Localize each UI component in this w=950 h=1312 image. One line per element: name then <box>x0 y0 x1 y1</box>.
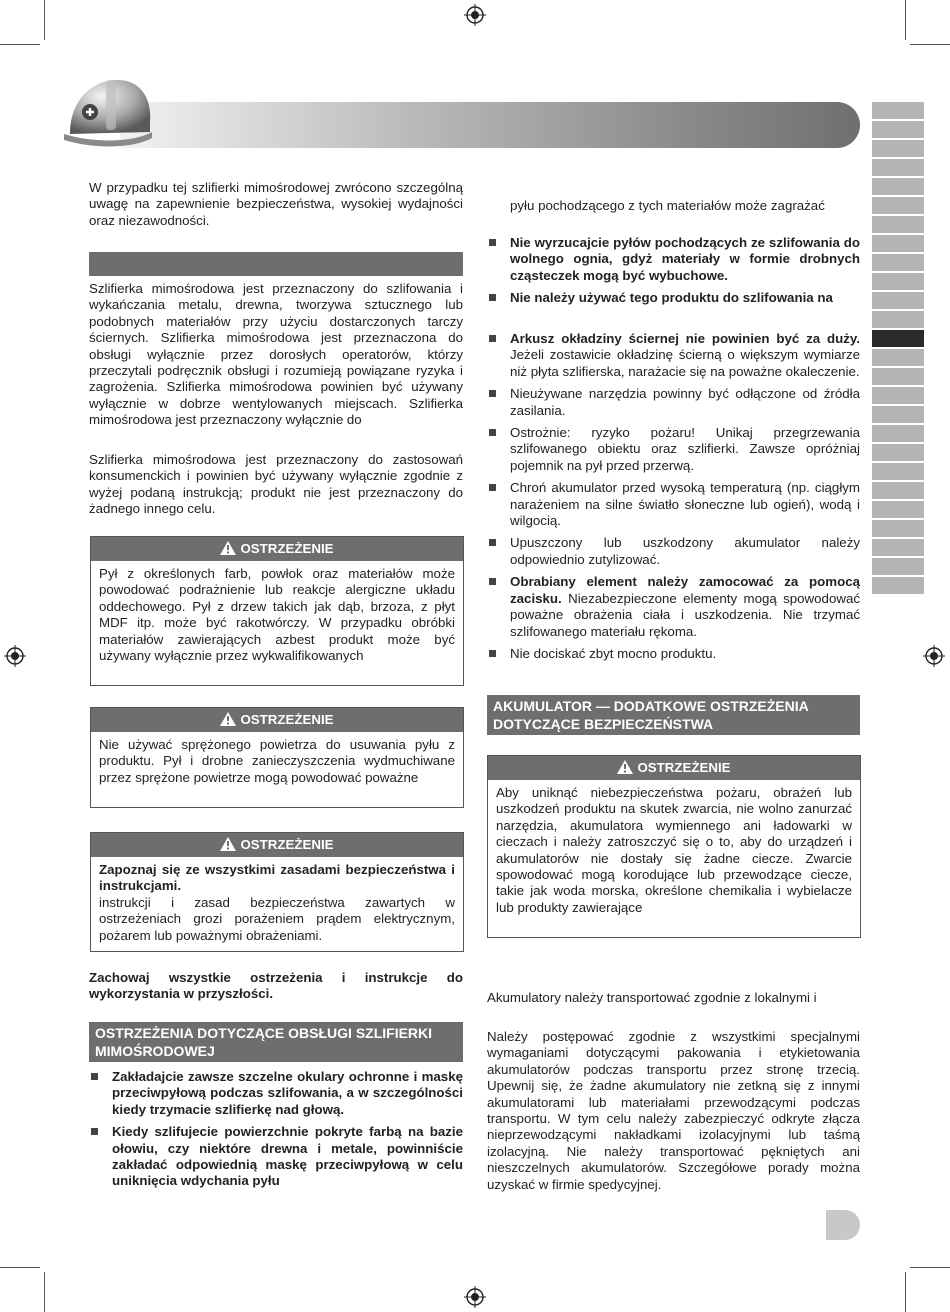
page-number-tab <box>826 1210 860 1240</box>
list-item-bold: Arkusz okładziny ściernej nie powinien być za duży. <box>510 331 860 346</box>
chapter-tab[interactable] <box>872 577 924 594</box>
warning-body: Pył z określonych farb, powłok oraz materiałów może powodować podrażnienie lub reakcje alergiczne układu oddechowego. Pył z drzew takich jak dąb, brzoza, z płyt MDF itp. może być rakotwórczy. W przypadku obróbki materiałów zawierających azbest produkt może być używany wyłącznie przez wykwalifikowanych <box>99 566 455 664</box>
list-item-bold: Nie wyrzucajcie pyłów pochodzących ze szlifowania do wolnego ognia, gdyż materiały w formie drobnych cząsteczek mogą być wybuchowe. <box>510 235 860 283</box>
chapter-tab[interactable] <box>872 539 924 556</box>
bullet-square-icon <box>489 484 496 491</box>
right-top-text <box>510 198 860 214</box>
chapter-tab[interactable] <box>872 558 924 575</box>
chapter-tab[interactable] <box>872 444 924 461</box>
chapter-tab[interactable] <box>872 273 924 290</box>
list-item <box>89 1124 463 1190</box>
consumer-paragraph <box>89 452 463 518</box>
chapter-tab[interactable] <box>872 254 924 271</box>
crop-mark <box>44 0 45 40</box>
chapter-tab[interactable] <box>872 311 924 328</box>
bullet-square-icon <box>91 1073 98 1080</box>
warning-bold-text: Zapoznaj się ze wszystkimi zasadami bezpieczeństwa i instrukcjami. <box>99 862 455 894</box>
warning-box-dust <box>90 536 464 686</box>
list-item <box>487 425 860 474</box>
warning-label: OSTRZEŻENIE <box>240 541 334 556</box>
section-header-battery <box>487 695 860 735</box>
registration-mark-icon <box>464 1286 486 1308</box>
warning-triangle-icon <box>220 837 236 851</box>
usage-paragraph <box>89 281 463 429</box>
warning-text: instrukcji i zasad bezpieczeństwa zawartych w ostrzeżeniach grozi porażeniem prądem elektrycznym, pożarem lub poważnymi obrażeniami. <box>99 894 455 943</box>
crop-mark <box>0 44 40 45</box>
chapter-tab[interactable] <box>872 349 924 366</box>
bullet-square-icon <box>489 294 496 301</box>
chapter-tab[interactable] <box>872 425 924 442</box>
chapter-tab[interactable] <box>872 178 924 195</box>
chapter-tab[interactable] <box>872 159 924 176</box>
bullet-square-icon <box>91 1128 98 1135</box>
list-item <box>487 386 860 419</box>
section-title: OSTRZEŻENIA DOTYCZĄCE OBSŁUGI SZLIFIERKI MIMOŚRODOWEJ <box>95 1025 433 1059</box>
transport-paragraph-1 <box>487 990 860 1006</box>
chapter-tab[interactable] <box>872 121 924 138</box>
list-item <box>487 574 860 640</box>
chapter-tab[interactable] <box>872 463 924 480</box>
list-item-text: Nieużywane narzędzia powinny być odłączone od źródła zasilania. <box>510 386 860 418</box>
warning-box-battery <box>487 755 861 938</box>
list-item-text: Ostrożnie: ryzyko pożaru! Unikaj przegrzewania szlifowanego obiektu oraz szlifierki. Zawsze opróżniaj pojemnik na pył przed przerwą. <box>510 425 860 473</box>
chapter-tab[interactable] <box>872 102 924 119</box>
chapter-tab[interactable] <box>872 482 924 499</box>
bullet-square-icon <box>489 335 496 342</box>
list-item-text: Kiedy szlifujecie powierzchnie pokryte farbą na bazie ołowiu, czy niektóre drewna i metale, powinniście zakładać odpowiednią maskę przeciwpyłową w celu uniknięcia wdychania pyłu <box>112 1124 463 1189</box>
transport-text: Należy postępować zgodnie z wszystkimi specjalnymi wymaganiami dotyczącymi pakowania i etykietowania akumulatorów podczas transportu przez stronę trzecią. Upewnij się, że żadne akumulatory nie zetkną się z innymi akumulatorami lub materiałami przewodzącymi podczas transportu. W tym celu należy zabezpieczyć odkryte złącza nieprzewodzącymi nakładkami izolacyjnymi lub taśmą izolacyjną. Nie należy transportować pękniętych ani nieszczelnych akumulatorów. Szczegółowe porady można uzyskać w firmie spedycyjnej. <box>487 1029 860 1192</box>
blank-section-header <box>89 252 463 276</box>
chapter-tab[interactable] <box>872 292 924 309</box>
warning-header <box>91 833 463 857</box>
warning-box-rules <box>90 832 464 952</box>
crop-mark <box>44 1272 45 1312</box>
continuation-text: pyłu pochodzącego z tych materiałów może zagrażać <box>510 198 825 213</box>
chapter-tab[interactable] <box>872 520 924 537</box>
chapter-tab[interactable] <box>872 501 924 518</box>
bullet-square-icon <box>489 239 496 246</box>
warning-header <box>91 708 463 732</box>
list-item-text: Zakładajcie zawsze szczelne okulary ochronne i maskę przeciwpyłową podczas szlifowania, a w szczególności kiedy trzymacie szlifierkę nad głową. <box>112 1069 463 1117</box>
warning-label: OSTRZEŻENIE <box>637 760 731 775</box>
list-item-text: Jeżeli zostawicie okładzinę ścierną o większym wymiarze niż płyta szlifierska, narażacie się na poważne okaleczenie. <box>510 347 860 379</box>
intro-paragraph <box>89 180 463 229</box>
list-item <box>487 290 860 306</box>
warning-triangle-icon <box>220 712 236 726</box>
warning-body: Aby uniknąć niebezpieczeństwa pożaru, obrażeń lub uszkodzeń produktu na skutek zwarcia, nie wolno zanurzać narzędzia, akumulatora wymiennego ani ładowarki w cieczach i należy zatroszczyć się o to, aby do urządzeń i akumulatorów nie dostały się żadne ciecze. Zwarcie spowodować mogą korodujące lub przewodzące ciecze, takie jak woda morska, określone chemikalia i wybielacze lub produkty zawierające <box>496 785 852 915</box>
chapter-tab[interactable] <box>872 140 924 157</box>
transport-text: Akumulatory należy transportować zgodnie z lokalnymi i <box>487 990 817 1005</box>
registration-mark-icon <box>4 645 26 667</box>
section-banner <box>120 102 860 148</box>
warning-triangle-icon <box>220 541 236 555</box>
registration-mark-icon <box>923 645 945 667</box>
list-item <box>487 646 860 662</box>
warning-triangle-icon <box>617 760 633 774</box>
warning-body <box>91 857 463 949</box>
warning-box-air <box>90 707 464 808</box>
list-item-text: Upuszczony lub uszkodzony akumulator należy odpowiednio zutylizować. <box>510 535 860 567</box>
transport-paragraph-2 <box>487 1029 860 1193</box>
chapter-tab[interactable] <box>872 235 924 252</box>
warning-header <box>91 537 463 561</box>
helmet-icon <box>60 72 156 154</box>
list-item-bold: Obrabiany element należy zamocować za pomocą zacisku. <box>510 574 860 606</box>
crop-mark <box>910 44 950 45</box>
warning-body: Nie używać sprężonego powietrza do usuwania pyłu z produktu. Pył i drobne zanieczyszczenia wydmuchiwane przez sprężone powietrze mogą powodować poważne <box>99 737 455 785</box>
crop-mark <box>905 1272 906 1312</box>
list-item-text: Chroń akumulator przed wysoką temperaturą (np. ciągłym narażeniem na silne światło słoneczne lub ogień), wodą i wilgocią. <box>510 480 860 529</box>
crop-mark <box>910 1267 950 1268</box>
list-item <box>487 480 860 529</box>
keep-text: Zachowaj wszystkie ostrzeżenia i instrukcje do wykorzystania w przyszłości. <box>89 970 463 1002</box>
chapter-tab-active[interactable] <box>872 330 924 347</box>
keep-instructions <box>89 970 463 1003</box>
usage-text: Szlifierka mimośrodowa jest przeznaczony do szlifowania i wykańczania metalu, drewna, tworzywa sztucznego lub podobnych materiałów przy użyciu dostarczonych tarczy ściernych. Szlifierka mimośrodowa jest przeznaczona do obsługi wyłącznie przez dorosłych operatorów, którzy przeczytali podręcznik obsługi i rozumieją powiązane ryzyka i zagrożenia. Szlifierka mimośrodowa powinien być używany wyłącznie w dobrze wentylowanych miejscach. Szlifierka mimośrodowa jest przeznaczony wyłącznie do <box>89 281 463 428</box>
warning-label: OSTRZEŻENIE <box>240 712 334 727</box>
left-bullet-list <box>89 1069 463 1196</box>
bullet-square-icon <box>489 390 496 397</box>
consumer-text: Szlifierka mimośrodowa jest przeznaczony do zastosowań konsumenckich i powinien być używany wyłącznie zgodnie z wyżej podaną instrukcją; produkt nie jest przeznaczony do żadnego innego celu. <box>89 452 463 517</box>
chapter-tab[interactable] <box>872 368 924 385</box>
warning-header <box>488 756 860 780</box>
chapter-tab[interactable] <box>872 216 924 233</box>
registration-mark-icon <box>464 4 486 26</box>
list-item <box>487 535 860 568</box>
list-item <box>89 1069 463 1118</box>
list-item-text: Niezabezpieczone elementy mogą spowodować poważne obrażenia ciała i uszkodzenia. Nie trzymać szlifowanego materiału rękoma. <box>510 590 860 639</box>
bullet-square-icon <box>489 650 496 657</box>
right-bullets-b <box>487 331 860 668</box>
right-bullets-a <box>487 235 860 313</box>
bullet-square-icon <box>489 578 496 585</box>
crop-mark <box>905 0 906 40</box>
list-item <box>487 235 860 284</box>
list-item <box>487 331 860 380</box>
chapter-tab[interactable] <box>872 197 924 214</box>
chapter-tab[interactable] <box>872 387 924 404</box>
warning-label: OSTRZEŻENIE <box>240 837 334 852</box>
crop-mark <box>0 1267 40 1268</box>
section-title: AKUMULATOR — DODATKOWE OSTRZEŻENIA DOTYCZĄCE BEZPIECZEŃSTWA <box>493 698 809 732</box>
bullet-square-icon <box>489 429 496 436</box>
list-item-text: Nie dociskać zbyt mocno produktu. <box>510 645 717 661</box>
section-header-operation <box>89 1022 463 1062</box>
intro-text: W przypadku tej szlifierki mimośrodowej zwrócono szczególną uwagę na zapewnienie bezpieczeństwa, wysokiej wydajności oraz niezawodności. <box>89 180 463 228</box>
list-item-bold: Nie należy używać tego produktu do szlifowania na <box>510 290 833 306</box>
chapter-tabs <box>872 102 924 596</box>
bullet-square-icon <box>489 539 496 546</box>
chapter-tab[interactable] <box>872 406 924 423</box>
